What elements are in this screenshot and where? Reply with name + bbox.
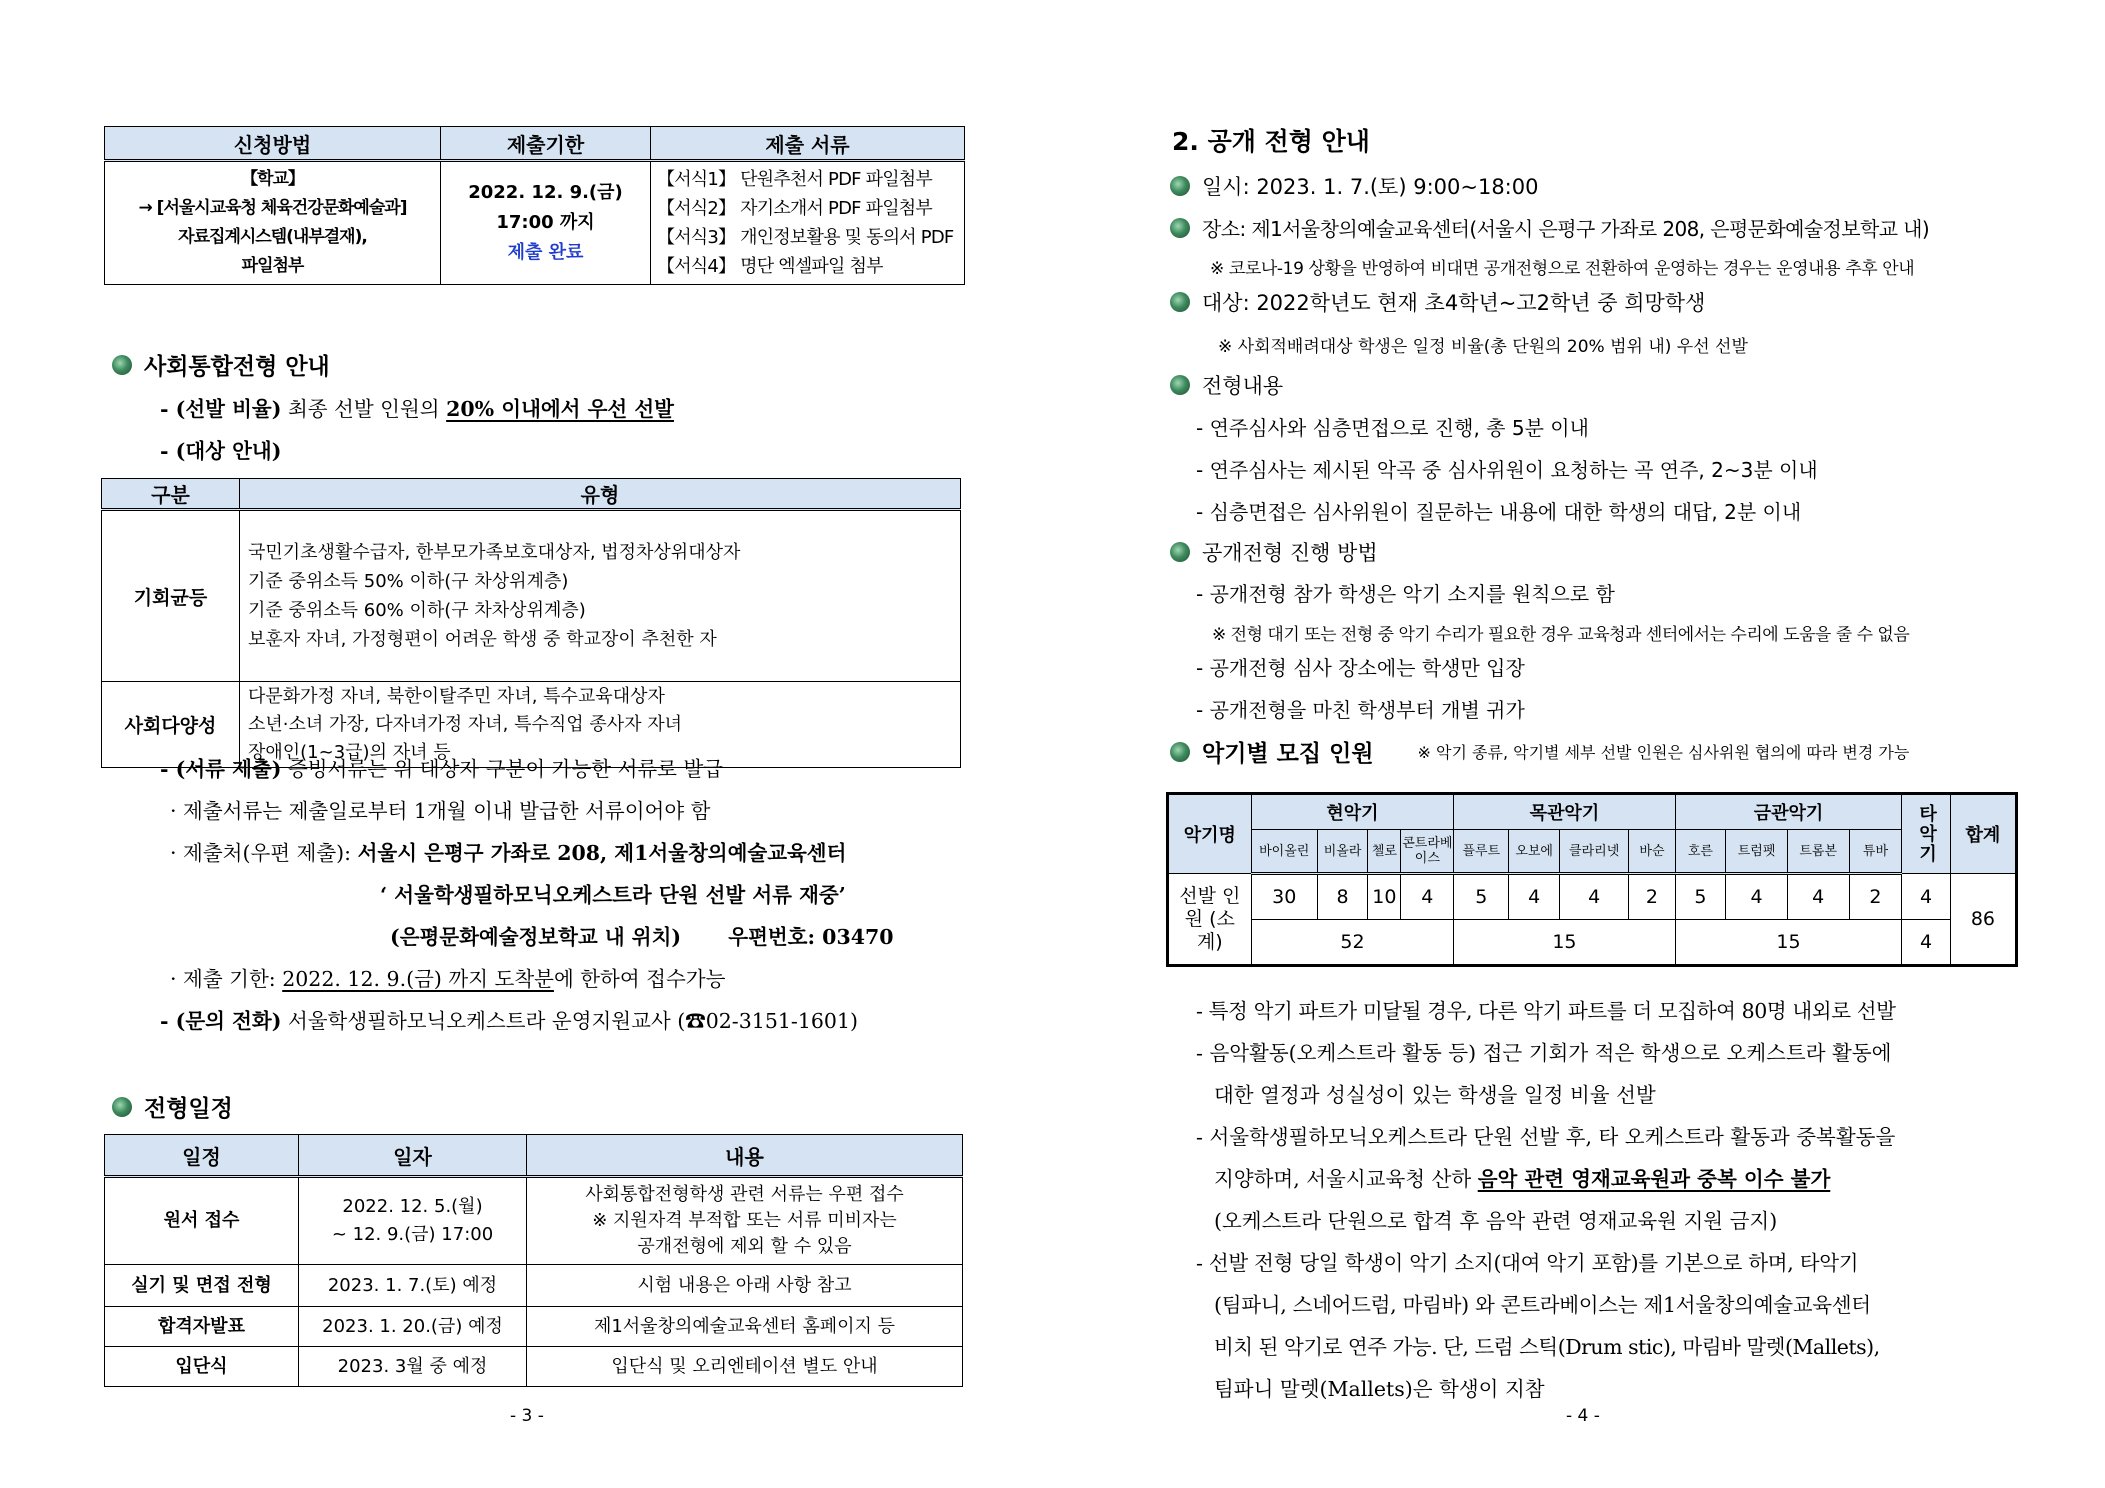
inst-cello: 첼로 (1368, 830, 1401, 874)
group-woodwinds: 목관악기 (1454, 794, 1675, 830)
exam-place: 장소: 제1서울창의예술교육센터(서울시 은평구 가좌로 208, 은평문화예술정보학교 내) (1170, 213, 1929, 242)
content-item: - 연주심사와 심층면접으로 진행, 총 5분 이내 (1196, 416, 1589, 440)
recruit-heading: 악기별 모집 인원 ※ 악기 종류, 악기별 세부 선발 인원은 심사위원 협의에 따라 변경 가능 (1170, 735, 1909, 768)
bullet-icon (1170, 375, 1190, 395)
note-line: - 특정 악기 파트가 미달될 경우, 다른 악기 파트를 더 모집하여 80명 내외로 선발 (1196, 999, 1896, 1023)
method-item: - 공개전형 심사 장소에는 학생만 입장 (1196, 656, 1525, 680)
note-line: (오케스트라 단원으로 합격 후 음악 관련 영재교육원 지원 금지) (1214, 1209, 1778, 1233)
inst-clarinet: 클라리넷 (1559, 830, 1628, 874)
table-row: 합격자발표 2023. 1. 20.(금) 예정 제1서울창의예술교육센터 홈페이지 등 (105, 1307, 963, 1347)
apply-header-docs: 제출 서류 (651, 127, 965, 161)
submit-deadline-line: · 제출 기한: 2022. 12. 9.(금) 까지 도착분에 한하여 접수가능 (170, 967, 726, 991)
apply-docs-cell: 【서식1】 단원추천서 PDF 파일첨부 【서식2】 자기소개서 PDF 파일첨부 【서식3】 개인정보활용 및 동의서 PDF 【서식4】 명단 엑셀파일 첨부 (651, 161, 965, 285)
schedule-header-date: 일자 (299, 1135, 527, 1177)
table-row: 원서 접수 2022. 12. 5.(월) ~ 12. 9.(금) 17:00 사회통합전형학생 관련 서류는 우편 접수 ※ 지원자격 부적합 또는 서류 미비자는 공개전형에 제외 할 수 있음 (105, 1177, 963, 1265)
note-line: 지양하며, 서울시교육청 산하 음악 관련 영재교육원과 중복 이수 불가 (1214, 1167, 1831, 1191)
target-header-type: 유형 (240, 479, 961, 510)
apply-header-deadline: 제출기한 (441, 127, 651, 161)
subtotal-percussion: 4 (1902, 920, 1950, 966)
method-note: ※ 전형 대기 또는 전형 중 악기 수리가 필요한 경우 교육청과 센터에서는 수리에 도움을 줄 수 없음 (1212, 625, 1910, 645)
bullet-icon (1170, 218, 1190, 238)
row-label-selection: 선발 인원 (소계) (1168, 874, 1252, 966)
target-header-category: 구분 (102, 479, 240, 510)
note-line: - 선발 전형 당일 학생이 악기 소지(대여 악기 포함)를 기본으로 하며, 타악기 (1196, 1251, 1859, 1275)
subtotal-woodwinds: 15 (1454, 920, 1675, 966)
apply-table (104, 126, 965, 285)
note-line: 대한 열정과 성실성이 있는 학생을 일정 비율 선발 (1214, 1083, 1656, 1107)
content-heading: 전형내용 (1170, 370, 1283, 400)
docs-submit-line: - (서류 제출) 증빙서류는 위 대상자 구분이 가능한 서류로 발급 (160, 757, 724, 781)
recruit-note: ※ 악기 종류, 악기별 세부 선발 인원은 심사위원 협의에 따라 변경 가능 (1417, 743, 1910, 762)
count-cell: 4 (1726, 874, 1788, 920)
selection-rate-line: - (선발 비율) 최종 선발 인원의 20% 이내에서 우선 선발 (160, 397, 674, 421)
inst-trumpet: 트럼펫 (1726, 830, 1788, 874)
subtotal-strings: 52 (1251, 920, 1454, 966)
docs-validity-note: · 제출서류는 제출일로부터 1개월 이내 발급한 서류이어야 함 (170, 799, 711, 823)
inst-header-total: 합계 (1950, 794, 2016, 874)
page-number-right: - 4 - (1566, 1406, 1600, 1426)
bullet-icon (112, 1097, 132, 1117)
contact-line: - (문의 전화) 서울학생필하모닉오케스트라 운영지원교사 (☎02-3151-1601) (160, 1009, 859, 1033)
bullet-icon (1170, 742, 1190, 762)
inst-flute: 플루트 (1454, 830, 1509, 874)
inst-contrabass: 콘트라베이스 (1401, 830, 1454, 874)
bullet-icon (1170, 292, 1190, 312)
schedule-heading: 전형일정 (112, 1090, 233, 1123)
inst-bassoon: 바순 (1629, 830, 1675, 874)
submit-address-line: · 제출처(우편 제출): 서울시 은평구 가좌로 208, 제1서울창의예술교육센터 (170, 841, 847, 865)
schedule-table (104, 1134, 963, 1387)
submission-status: 제출 완료 (507, 242, 584, 263)
count-cell: 10 (1368, 874, 1401, 920)
page-number-left: - 3 - (510, 1406, 544, 1426)
schedule-header-name: 일정 (105, 1135, 299, 1177)
inst-oboe: 오보에 (1509, 830, 1560, 874)
note-line: 비치 된 악기로 연주 가능. 단, 드럼 스틱(Drum stic), 마림바 말렛(Mallets), (1214, 1335, 1880, 1359)
count-cell: 4 (1509, 874, 1560, 920)
table-row: 실기 및 면접 전형 2023. 1. 7.(토) 예정 시험 내용은 아래 사항 참고 (105, 1265, 963, 1307)
equal-opportunity-items: 국민기초생활수급자, 한부모가족보호대상자, 법정차상위대상자 기준 중위소득 50% 이하(구 차상위계층) 기준 중위소득 60% 이하(구 차차상위계층) 보훈자 자녀, 가정형편이 어려운 학생 중 학교장이 추천한 자 (240, 510, 961, 682)
count-cell: 4 (1559, 874, 1628, 920)
category-social-diversity: 사회다양성 (102, 682, 240, 768)
bullet-icon (112, 355, 132, 375)
content-item: - 연주심사는 제시된 악곡 중 심사위원이 요청하는 곡 연주, 2~3분 이내 (1196, 458, 1818, 482)
count-cell: 5 (1675, 874, 1726, 920)
bullet-icon (1170, 176, 1190, 196)
exam-target: 대상: 2022학년도 현재 초4학년~고2학년 중 희망학생 (1170, 287, 1705, 317)
table-row: 입단식 2023. 3월 중 예정 입단식 및 오리엔테이션 별도 안내 (105, 1347, 963, 1387)
inst-violin: 바이올린 (1251, 830, 1317, 874)
social-target-table (101, 478, 961, 768)
target-label: - (대상 안내) (160, 439, 282, 463)
instrument-table (1166, 792, 2018, 967)
note-line: (팀파니, 스네어드럼, 마림바) 와 콘트라베이스는 제1서울창의예술교육센터 (1214, 1293, 1871, 1317)
apply-method-cell: 【학교】 → [서울시교육청 체육건강문화예술과] 자료집계시스템(내부결재), 파일첨부 (105, 161, 441, 285)
exam-date: 일시: 2023. 1. 7.(토) 9:00~18:00 (1170, 171, 1538, 201)
note-line: - 서울학생필하모닉오케스트라 단원 선발 후, 타 오케스트라 활동과 중복활동을 (1196, 1125, 1896, 1149)
group-brass: 금관악기 (1675, 794, 1902, 830)
note-line: - 음악활동(오케스트라 활동 등) 접근 기회가 적은 학생으로 오케스트라 활동에 (1196, 1041, 1892, 1065)
method-item: - 공개전형 참가 학생은 악기 소지를 원칙으로 함 (1196, 582, 1615, 606)
apply-deadline-cell: 2022. 12. 9.(금) 17:00 까지 제출 완료 (441, 161, 651, 285)
method-heading: 공개전형 진행 방법 (1170, 537, 1378, 567)
count-cell: 4 (1787, 874, 1849, 920)
inst-horn: 호른 (1675, 830, 1726, 874)
count-cell: 2 (1849, 874, 1902, 920)
subtotal-brass: 15 (1675, 920, 1902, 966)
count-cell: 5 (1454, 874, 1509, 920)
note-line: 팀파니 말렛(Mallets)은 학생이 지참 (1214, 1377, 1545, 1401)
count-cell: 4 (1401, 874, 1454, 920)
count-cell: 2 (1629, 874, 1675, 920)
schedule-header-content: 내용 (527, 1135, 963, 1177)
submit-address-envelope: ‘ 서울학생필하모닉오케스트라 단원 선발 서류 재중’ (380, 883, 846, 907)
total-cell: 86 (1950, 874, 2016, 966)
group-strings: 현악기 (1251, 794, 1454, 830)
page-title: 2. 공개 전형 안내 (1172, 127, 1370, 156)
content-item: - 심층면접은 심사위원이 질문하는 내용에 대한 학생의 대답, 2분 이내 (1196, 500, 1802, 524)
place-note: ※ 코로나-19 상황을 반영하여 비대면 공개전형으로 전환하여 운영하는 경우는 운영내용 추후 안내 (1210, 259, 1915, 279)
count-cell: 4 (1902, 874, 1950, 920)
inst-header-name: 악기명 (1168, 794, 1252, 874)
count-cell: 8 (1317, 874, 1368, 920)
apply-header-method: 신청방법 (105, 127, 441, 161)
target-note: ※ 사회적배려대상 학생은 일정 비율(총 단원의 20% 범위 내) 우선 선발 (1218, 337, 1748, 357)
method-item: - 공개전형을 마친 학생부터 개별 귀가 (1196, 698, 1525, 722)
submit-address-location: (은평문화예술정보학교 내 위치) 우편번호: 03470 (390, 925, 894, 949)
bullet-icon (1170, 542, 1190, 562)
group-percussion: 타악기 (1902, 794, 1950, 874)
social-diversity-items: 다문화가정 자녀, 북한이탈주민 자녀, 특수교육대상자 소년·소녀 가장, 다자녀가정 자녀, 특수직업 종사자 자녀 장애인(1~3급)의 자녀 등 (240, 682, 961, 768)
social-heading: 사회통합전형 안내 (112, 348, 330, 381)
count-cell: 30 (1251, 874, 1317, 920)
inst-trombone: 트롬본 (1787, 830, 1849, 874)
category-equal-opportunity: 기회균등 (102, 510, 240, 682)
inst-viola: 비올라 (1317, 830, 1368, 874)
inst-tuba: 튜바 (1849, 830, 1902, 874)
